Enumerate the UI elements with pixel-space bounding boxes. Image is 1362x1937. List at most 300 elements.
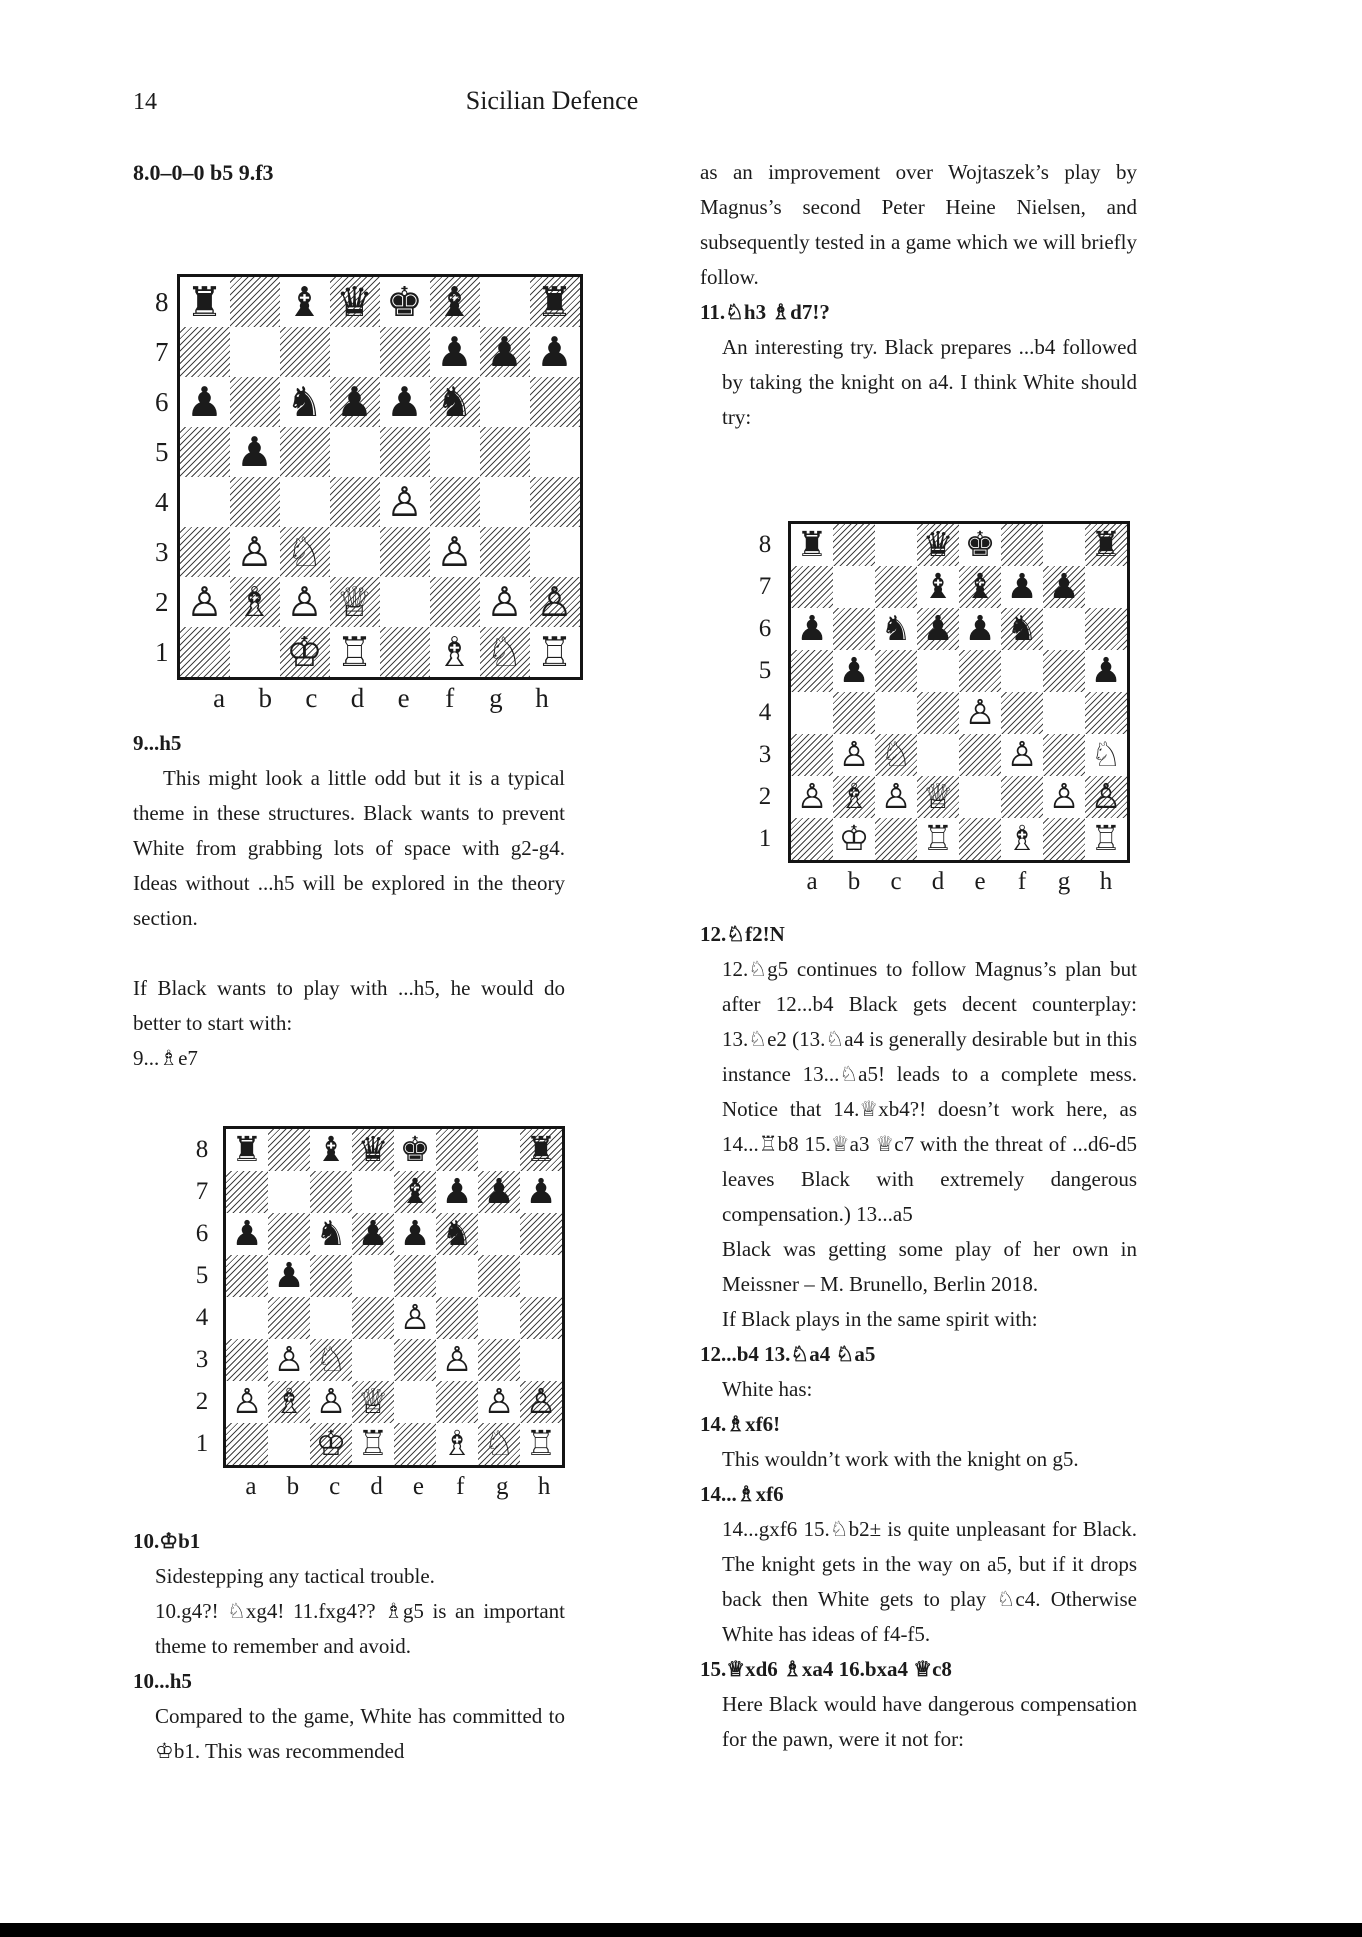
board-square xyxy=(280,377,330,427)
board-square xyxy=(1043,776,1085,818)
board-square xyxy=(380,577,430,627)
rank-label: 5 xyxy=(155,437,169,467)
board-square xyxy=(436,1423,478,1465)
white-rook-icon: ♖ xyxy=(525,1423,557,1464)
board-square xyxy=(480,577,530,627)
board-square xyxy=(959,566,1001,608)
board-square xyxy=(1001,650,1043,692)
board-square xyxy=(833,692,875,734)
black-pawn-icon: ♟ xyxy=(483,1171,515,1212)
move-line: 12...b4 13.♘a4 ♘a5 xyxy=(700,1342,876,1366)
file-label: f xyxy=(456,1472,465,1500)
rank-label: 4 xyxy=(758,699,772,726)
board-square xyxy=(1001,608,1043,650)
board-square xyxy=(1001,818,1043,860)
file-label: h xyxy=(537,1472,551,1500)
white-bishop-icon: ♗ xyxy=(441,1423,473,1464)
board-square xyxy=(917,566,959,608)
move-heading: 8.0–0–0 b5 9.f3 xyxy=(133,160,274,185)
board-square xyxy=(268,1255,310,1297)
board-square xyxy=(180,327,230,377)
rank-label: 6 xyxy=(758,615,772,642)
rank-label: 1 xyxy=(758,825,772,852)
chess-diagram-2 xyxy=(189,1126,565,1504)
board-square xyxy=(436,1339,478,1381)
white-pawn-icon: ♙ xyxy=(186,577,223,626)
board-square xyxy=(230,377,280,427)
paragraph: White has: xyxy=(722,1377,813,1401)
board-square xyxy=(917,608,959,650)
paragraph: This might look a little odd but it is a typical theme in these structures. Black wants to prevent White from grabbing lots of space with g2-g4. Ideas without ...h5 will be explored in the theory section. xyxy=(133,766,565,930)
board-square xyxy=(310,1255,352,1297)
file-label: c xyxy=(305,682,318,713)
file-label: e xyxy=(397,682,410,713)
white-rook-icon: ♖ xyxy=(1090,818,1122,859)
black-knight-icon: ♞ xyxy=(1006,608,1038,649)
white-bishop-icon: ♗ xyxy=(1006,818,1038,859)
board-square xyxy=(310,1213,352,1255)
black-pawn-icon: ♟ xyxy=(838,650,870,691)
white-pawn-icon: ♙ xyxy=(796,776,828,817)
board-square xyxy=(180,377,230,427)
black-rook-icon: ♜ xyxy=(186,277,223,326)
board-square xyxy=(833,608,875,650)
board-square xyxy=(833,734,875,776)
rank-label: 7 xyxy=(195,1178,209,1205)
paragraph: If Black wants to play with ...h5, he would do better to start with: xyxy=(133,976,565,1035)
board-square xyxy=(833,776,875,818)
white-bishop-icon: ♗ xyxy=(236,577,273,626)
rank-labels xyxy=(155,274,169,677)
black-knight-icon: ♞ xyxy=(436,377,473,426)
black-knight-icon: ♞ xyxy=(315,1213,347,1254)
board-square xyxy=(1085,608,1127,650)
board-square xyxy=(478,1213,520,1255)
board-square xyxy=(330,627,380,677)
board-square xyxy=(478,1171,520,1213)
board-square xyxy=(917,818,959,860)
file-label: e xyxy=(974,867,986,895)
board-square xyxy=(394,1297,436,1339)
board-square xyxy=(480,527,530,577)
rank-label: 6 xyxy=(195,1220,209,1247)
board-square xyxy=(330,577,380,627)
white-pawn-icon: ♙ xyxy=(838,734,870,775)
board-square xyxy=(791,776,833,818)
board-square xyxy=(791,692,833,734)
white-rook-icon: ♖ xyxy=(922,818,954,859)
black-pawn-icon: ♟ xyxy=(922,608,954,649)
board-square xyxy=(520,1255,562,1297)
board-square xyxy=(1001,734,1043,776)
white-knight-icon: ♘ xyxy=(286,527,323,576)
file-label: a xyxy=(245,1472,257,1500)
black-queen-icon: ♛ xyxy=(922,524,954,565)
white-pawn-icon: ♙ xyxy=(236,527,273,576)
paragraph: 12.♘g5 continues to follow Magnus’s plan but after 12...b4 Black gets decent counterplay: 13.♘e2 (13.♘a4 is generally desirable but in this instance 13...♘a5! leads to a complete mess. Notice that 14.♕xb4?! doesn’t work here, as 14...♖b8 15.♕a3 ♕c7 with the threat of ...d6-d5 leaves Black with extremely dangerous compensation.) 13...a5 xyxy=(722,957,1137,1226)
board-square xyxy=(959,650,1001,692)
white-king-icon: ♔ xyxy=(838,818,870,859)
board-square xyxy=(226,1129,268,1171)
board-square xyxy=(352,1171,394,1213)
board-square xyxy=(352,1381,394,1423)
board-square xyxy=(280,577,330,627)
board-square xyxy=(268,1381,310,1423)
black-king-icon: ♚ xyxy=(386,277,423,326)
left-column xyxy=(133,155,573,1769)
board-square xyxy=(380,427,430,477)
board-square xyxy=(436,1381,478,1423)
board-square xyxy=(520,1339,562,1381)
paragraph: An interesting try. Black prepares ...b4 followed by taking the knight on a4. I think White should try: xyxy=(722,335,1137,429)
black-rook-icon: ♜ xyxy=(796,524,828,565)
rank-label: 1 xyxy=(195,1430,209,1457)
board-square xyxy=(226,1255,268,1297)
white-king-icon: ♔ xyxy=(286,627,323,676)
black-pawn-icon: ♟ xyxy=(525,1171,557,1212)
file-labels xyxy=(196,680,565,716)
white-rook-icon: ♖ xyxy=(536,627,573,676)
rank-label: 6 xyxy=(155,387,169,417)
white-pawn-icon: ♙ xyxy=(486,577,523,626)
white-king-icon: ♔ xyxy=(315,1423,347,1464)
board-square xyxy=(394,1213,436,1255)
board-square xyxy=(268,1171,310,1213)
board-square xyxy=(436,1129,478,1171)
board-square xyxy=(310,1129,352,1171)
board-square xyxy=(1085,734,1127,776)
rank-label: 8 xyxy=(758,531,772,558)
rank-label: 7 xyxy=(758,573,772,600)
board-square xyxy=(791,608,833,650)
white-pawn-icon: ♙ xyxy=(964,692,996,733)
board-square xyxy=(478,1297,520,1339)
board-square xyxy=(520,1423,562,1465)
board-square xyxy=(226,1171,268,1213)
board-square xyxy=(394,1171,436,1213)
board-square xyxy=(352,1339,394,1381)
rank-label: 3 xyxy=(195,1346,209,1373)
board-square xyxy=(180,427,230,477)
board-square xyxy=(833,524,875,566)
board-square xyxy=(917,524,959,566)
rank-labels xyxy=(750,521,780,860)
board-square xyxy=(875,818,917,860)
board-square xyxy=(530,427,580,477)
board-square xyxy=(917,734,959,776)
black-knight-icon: ♞ xyxy=(880,608,912,649)
board-square xyxy=(917,650,959,692)
board-square xyxy=(1043,608,1085,650)
board-square xyxy=(1043,524,1085,566)
white-pawn-icon: ♙ xyxy=(231,1381,263,1422)
file-label: h xyxy=(1099,867,1113,895)
rank-label: 1 xyxy=(155,637,169,667)
rank-label: 8 xyxy=(155,287,169,317)
white-pawn-icon: ♙ xyxy=(525,1381,557,1422)
white-rook-icon: ♖ xyxy=(357,1423,389,1464)
board-square xyxy=(1043,734,1085,776)
running-head: Sicilian Defence xyxy=(465,86,639,115)
white-pawn-icon: ♙ xyxy=(1090,776,1122,817)
black-pawn-icon: ♟ xyxy=(441,1171,473,1212)
black-pawn-icon: ♟ xyxy=(186,377,223,426)
board-square xyxy=(1001,692,1043,734)
board-square xyxy=(394,1381,436,1423)
move-line: 15.♕xd6 ♗xa4 16.bxa4 ♕c8 xyxy=(700,1657,952,1681)
board-square xyxy=(330,277,380,327)
board-square xyxy=(352,1423,394,1465)
board-square xyxy=(791,734,833,776)
rank-label: 5 xyxy=(758,657,772,684)
board-square xyxy=(436,1171,478,1213)
board-square xyxy=(875,524,917,566)
move-line: 12.♘f2!N xyxy=(700,922,785,946)
black-queen-icon: ♛ xyxy=(357,1129,389,1170)
move-line: 11.♘h3 ♗d7!? xyxy=(700,300,830,324)
board-square xyxy=(268,1339,310,1381)
board-square xyxy=(230,577,280,627)
board-square xyxy=(268,1129,310,1171)
file-label: c xyxy=(329,1472,341,1500)
black-bishop-icon: ♝ xyxy=(436,277,473,326)
black-pawn-icon: ♟ xyxy=(536,327,573,376)
black-bishop-icon: ♝ xyxy=(964,566,996,607)
paragraph: 14...gxf6 15.♘b2± is quite unpleasant for Black. The knight gets in the way on a5, but if it drops back then White gets to play ♘c4. Otherwise White has ideas of f4-f5. xyxy=(722,1517,1137,1646)
board-square xyxy=(959,734,1001,776)
board-square xyxy=(791,818,833,860)
board-square xyxy=(430,377,480,427)
board-square xyxy=(917,692,959,734)
board-square xyxy=(875,734,917,776)
board-square xyxy=(226,1381,268,1423)
chess-diagram-3 xyxy=(750,521,1137,899)
rank-label: 4 xyxy=(155,487,169,517)
chess-board xyxy=(177,274,583,680)
black-pawn-icon: ♟ xyxy=(1090,650,1122,691)
board-square xyxy=(380,527,430,577)
board-square xyxy=(478,1423,520,1465)
black-rook-icon: ♜ xyxy=(536,277,573,326)
board-square xyxy=(530,377,580,427)
white-bishop-icon: ♗ xyxy=(838,776,870,817)
white-pawn-icon: ♙ xyxy=(386,477,423,526)
file-label: g xyxy=(489,682,503,713)
right-column xyxy=(700,155,1137,1757)
board-square xyxy=(394,1423,436,1465)
board-square xyxy=(520,1213,562,1255)
white-knight-icon: ♘ xyxy=(486,627,523,676)
board-square xyxy=(230,327,280,377)
board-wrap xyxy=(189,1126,565,1468)
board-square xyxy=(230,527,280,577)
board-square xyxy=(430,577,480,627)
board-square xyxy=(330,327,380,377)
board-square xyxy=(280,427,330,477)
move-line: 10.♔b1 xyxy=(133,1529,201,1553)
chess-board xyxy=(223,1126,565,1468)
board-square xyxy=(180,527,230,577)
file-label: c xyxy=(890,867,902,895)
move-line: 10...h5 xyxy=(133,1669,192,1693)
board-square xyxy=(380,277,430,327)
file-label: h xyxy=(535,682,549,713)
rank-label: 3 xyxy=(758,741,772,768)
board-square xyxy=(520,1129,562,1171)
white-pawn-icon: ♙ xyxy=(315,1381,347,1422)
paragraph: Here Black would have dangerous compensation for the pawn, were it not for: xyxy=(722,1692,1137,1751)
file-label: b xyxy=(258,682,272,713)
board-square xyxy=(180,577,230,627)
black-rook-icon: ♜ xyxy=(231,1129,263,1170)
white-pawn-icon: ♙ xyxy=(441,1339,473,1380)
paragraph: Black was getting some play of her own in Meissner – M. Brunello, Berlin 2018. xyxy=(722,1237,1137,1296)
black-king-icon: ♚ xyxy=(964,524,996,565)
board-square xyxy=(280,327,330,377)
white-knight-icon: ♘ xyxy=(880,734,912,775)
board-square xyxy=(310,1171,352,1213)
board-square xyxy=(959,776,1001,818)
board-square xyxy=(430,627,480,677)
white-pawn-icon: ♙ xyxy=(483,1381,515,1422)
board-square xyxy=(330,377,380,427)
board-square xyxy=(436,1255,478,1297)
file-label: d xyxy=(350,682,365,713)
board-square xyxy=(480,377,530,427)
board-square xyxy=(530,627,580,677)
board-square xyxy=(268,1297,310,1339)
paragraph: This wouldn’t work with the knight on g5. xyxy=(722,1447,1079,1471)
white-queen-icon: ♕ xyxy=(336,577,373,626)
file-labels xyxy=(791,863,1137,899)
white-pawn-icon: ♙ xyxy=(536,577,573,626)
board-square xyxy=(1085,650,1127,692)
board-square xyxy=(833,650,875,692)
board-square xyxy=(959,524,1001,566)
board-square xyxy=(330,477,380,527)
board-square xyxy=(1085,566,1127,608)
board-square xyxy=(430,477,480,527)
board-square xyxy=(959,692,1001,734)
board-square xyxy=(1043,650,1085,692)
board-square xyxy=(180,477,230,527)
board-square xyxy=(380,377,430,427)
black-pawn-icon: ♟ xyxy=(1048,566,1080,607)
board-square xyxy=(430,327,480,377)
board-square xyxy=(268,1213,310,1255)
board-square xyxy=(480,627,530,677)
rank-label: 7 xyxy=(155,337,169,367)
board-square xyxy=(1085,776,1127,818)
board-square xyxy=(380,477,430,527)
black-rook-icon: ♜ xyxy=(1090,524,1122,565)
board-square xyxy=(226,1213,268,1255)
file-label: d xyxy=(931,867,945,895)
board-wrap xyxy=(750,521,1137,863)
board-square xyxy=(833,566,875,608)
paragraph: as an improvement over Wojtaszek’s play by Magnus’s second Peter Heine Nielsen, and subsequently tested in a game which we will briefly follow. xyxy=(700,160,1137,289)
white-pawn-icon: ♙ xyxy=(399,1297,431,1338)
board-square xyxy=(352,1255,394,1297)
board-square xyxy=(226,1297,268,1339)
board-square xyxy=(917,776,959,818)
white-queen-icon: ♕ xyxy=(922,776,954,817)
white-pawn-icon: ♙ xyxy=(286,577,323,626)
board-square xyxy=(959,818,1001,860)
board-square xyxy=(394,1255,436,1297)
board-square xyxy=(520,1171,562,1213)
board-square xyxy=(330,527,380,577)
rank-label: 2 xyxy=(155,587,169,617)
move-line: 14...♗xf6 xyxy=(700,1482,784,1506)
file-label: e xyxy=(412,1472,424,1500)
board-square xyxy=(280,627,330,677)
page-bottom-bar xyxy=(0,1923,1362,1937)
board-square xyxy=(1085,818,1127,860)
board-square xyxy=(1001,776,1043,818)
paragraph: Sidestepping any tactical trouble. xyxy=(155,1564,435,1588)
board-square xyxy=(394,1339,436,1381)
board-square xyxy=(959,608,1001,650)
board-square xyxy=(436,1297,478,1339)
white-pawn-icon: ♙ xyxy=(1048,776,1080,817)
white-bishop-icon: ♗ xyxy=(436,627,473,676)
file-label: a xyxy=(213,682,226,713)
board-square xyxy=(1043,818,1085,860)
black-rook-icon: ♜ xyxy=(525,1129,557,1170)
board-square xyxy=(791,566,833,608)
board-square xyxy=(833,818,875,860)
paragraph: 10.g4?! ♘xg4! 11.fxg4?? ♗g5 is an important theme to remember and avoid. xyxy=(155,1599,565,1658)
white-knight-icon: ♘ xyxy=(315,1339,347,1380)
board-square xyxy=(430,527,480,577)
board-square xyxy=(226,1423,268,1465)
board-square xyxy=(530,577,580,627)
file-label: a xyxy=(806,867,818,895)
black-knight-icon: ♞ xyxy=(441,1213,473,1254)
file-label: f xyxy=(1017,867,1027,895)
paragraph: Compared to the game, White has committed to ♔b1. This was recommended xyxy=(155,1704,565,1763)
black-pawn-icon: ♟ xyxy=(1006,566,1038,607)
board-square xyxy=(310,1339,352,1381)
white-pawn-icon: ♙ xyxy=(273,1339,305,1380)
board-square xyxy=(430,277,480,327)
black-bishop-icon: ♝ xyxy=(315,1129,347,1170)
board-square xyxy=(394,1129,436,1171)
board-square xyxy=(875,650,917,692)
black-pawn-icon: ♟ xyxy=(273,1255,305,1296)
board-square xyxy=(520,1297,562,1339)
board-square xyxy=(310,1423,352,1465)
black-pawn-icon: ♟ xyxy=(436,327,473,376)
file-label: g xyxy=(1057,867,1071,895)
chess-board xyxy=(788,521,1130,863)
move-line: 9...♗e7 xyxy=(133,1046,198,1070)
board-square xyxy=(480,327,530,377)
black-pawn-icon: ♟ xyxy=(796,608,828,649)
board-square xyxy=(310,1381,352,1423)
black-pawn-icon: ♟ xyxy=(231,1213,263,1254)
move-line: 9...h5 xyxy=(133,731,182,755)
board-square xyxy=(520,1381,562,1423)
board-square xyxy=(791,650,833,692)
black-pawn-icon: ♟ xyxy=(386,377,423,426)
black-pawn-icon: ♟ xyxy=(964,608,996,649)
file-label: b xyxy=(847,867,861,895)
white-knight-icon: ♘ xyxy=(483,1423,515,1464)
board-square xyxy=(478,1339,520,1381)
board-square xyxy=(480,427,530,477)
